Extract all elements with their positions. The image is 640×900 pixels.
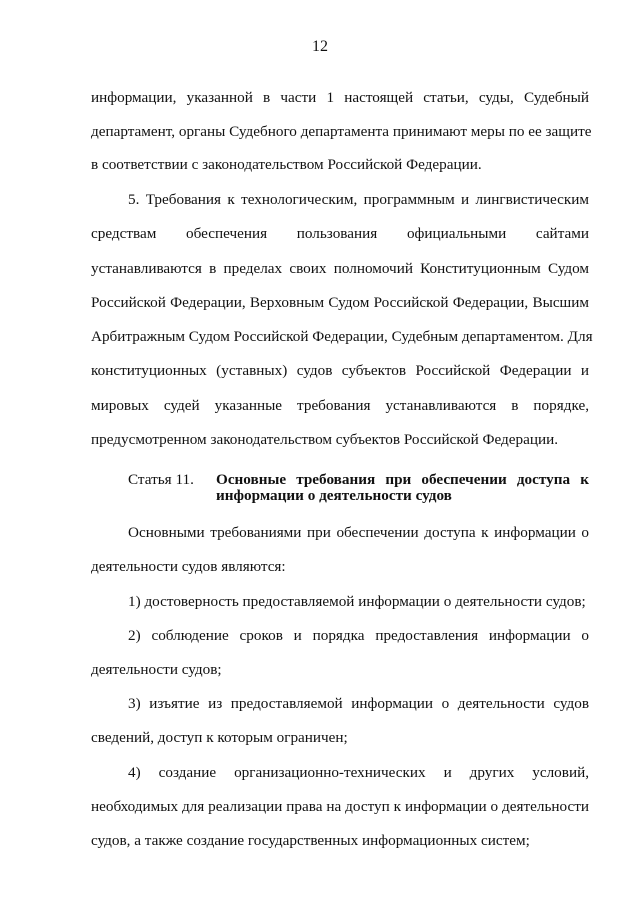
page-number: 12 <box>312 38 328 55</box>
list-item: 1) достоверность предоставляемой информации о деятельности судов; <box>128 593 586 610</box>
paragraph-line: сведений, доступ к которым ограничен; <box>91 729 348 746</box>
paragraph-line: информации, указанной в части 1 настоящей статьи, суды, Судебный <box>91 89 589 106</box>
paragraph-line: предусмотренном законодательством субъектов Российской Федерации. <box>91 431 559 448</box>
article-title: Основные требования при обеспечении доступа к <box>216 471 589 488</box>
list-item: 3) изъятие из предоставляемой информации о деятельности судов <box>128 695 589 712</box>
paragraph-line: судов, а также создание государственных информационных систем; <box>91 832 530 849</box>
article-title: информации о деятельности судов <box>216 487 452 504</box>
paragraph-line: Арбитражным Судом Российской Федерации, Судебным департаментом. Для <box>91 328 593 345</box>
paragraph-line: устанавливаются в пределах своих полномочий Конституционным Судом <box>91 260 589 277</box>
article-label: Статья 11. <box>128 471 194 488</box>
paragraph-line: деятельности судов являются: <box>91 558 286 575</box>
paragraph-line: департамент, органы Судебного департамента принимают меры по ее защите <box>91 123 592 140</box>
list-item: 2) соблюдение сроков и порядка предоставления информации о <box>128 627 589 644</box>
paragraph-line: средствам обеспечения пользования официальными сайтами <box>91 225 589 242</box>
list-item: 4) создание организационно-технических и других условий, <box>128 764 589 781</box>
paragraph-line: Основными требованиями при обеспечении доступа к информации о <box>128 524 589 541</box>
paragraph-line: деятельности судов; <box>91 661 222 678</box>
paragraph-line: конституционных (уставных) судов субъектов Российской Федерации и <box>91 362 589 379</box>
paragraph-line: Российской Федерации, Верховным Судом Российской Федерации, Высшим <box>91 294 589 311</box>
paragraph-line: в соответствии с законодательством Российской Федерации. <box>91 156 482 173</box>
paragraph-line: 5. Требования к технологическим, программным и лингвистическим <box>128 191 589 208</box>
paragraph-line: необходимых для реализации права на доступ к информации о деятельности <box>91 798 589 815</box>
paragraph-line: мировых судей указанные требования устанавливаются в порядке, <box>91 397 589 414</box>
